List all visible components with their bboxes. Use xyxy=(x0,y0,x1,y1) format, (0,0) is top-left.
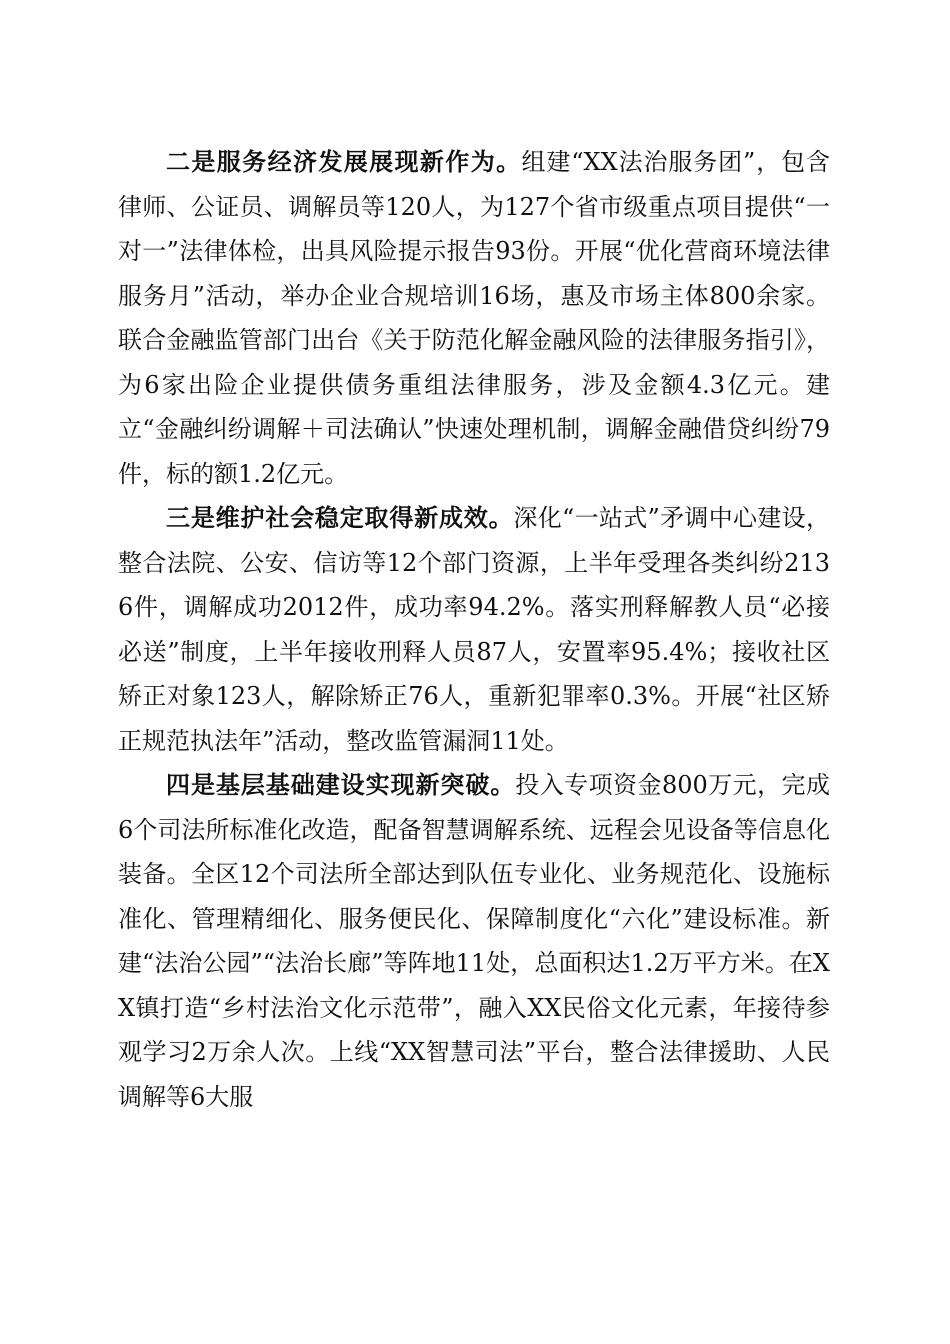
paragraph-lead: 二是服务经济发展展现新作为。 xyxy=(166,148,522,176)
paragraph-lead: 四是基层基础建设实现新突破。 xyxy=(166,771,516,799)
paragraph-text: 组建“XX法治服务团”，包含律师、公证员、调解员等120人，为127个省市级重点项目提供“一对一”法律体检，出具风险提示报告93份。开展“优化营商环境法律服务月”活动，举办企业合规培训16场，惠及市场主体800余家。联合金融监管部门出台《关于防范化解金融风险的法律服务指引》，为6家出险企业提供债务重组法律服务，涉及金额4.3亿元。建立“金融纠纷调解＋司法确认”快速处理机制，调解金融借贷纠纷79件，标的额1.2亿元。 xyxy=(118,148,830,488)
paragraph-text: 投入专项资金800万元，完成6个司法所标准化改造，配备智慧调解系统、远程会见设备等信息化装备。全区12个司法所全部达到队伍专业化、业务规范化、设施标准化、管理精细化、服务便民化、保障制度化“六化”建设标准。新建“法治公园”“法治长廊”等阵地11处，总面积达1.2万平方米。在XX镇打造“乡村法治文化示范带”，融入XX民俗文化元素，年接待参观学习2万余人次。上线“XX智慧司法”平台，整合法律援助、人民调解等6大服 xyxy=(118,771,830,1111)
paragraph-grassroots-construction xyxy=(118,763,830,1119)
paragraph-social-stability xyxy=(118,496,830,763)
paragraph-economic-service xyxy=(118,140,830,496)
paragraph-text: 深化“一站式”矛调中心建设，整合法院、公安、信访等12个部门资源，上半年受理各类纠纷2136件，调解成功2012件，成功率94.2%。落实刑释解教人员“必接必送”制度，上半年接收刑释人员87人，安置率95.4%；接收社区矫正对象123人，解除矫正76人，重新犯罪率0.3%。开展“社区矫正规范执法年”活动，整改监管漏洞11处。 xyxy=(118,504,830,755)
paragraph-lead: 三是维护社会稳定取得新成效。 xyxy=(166,504,514,532)
document-body xyxy=(118,140,830,1119)
